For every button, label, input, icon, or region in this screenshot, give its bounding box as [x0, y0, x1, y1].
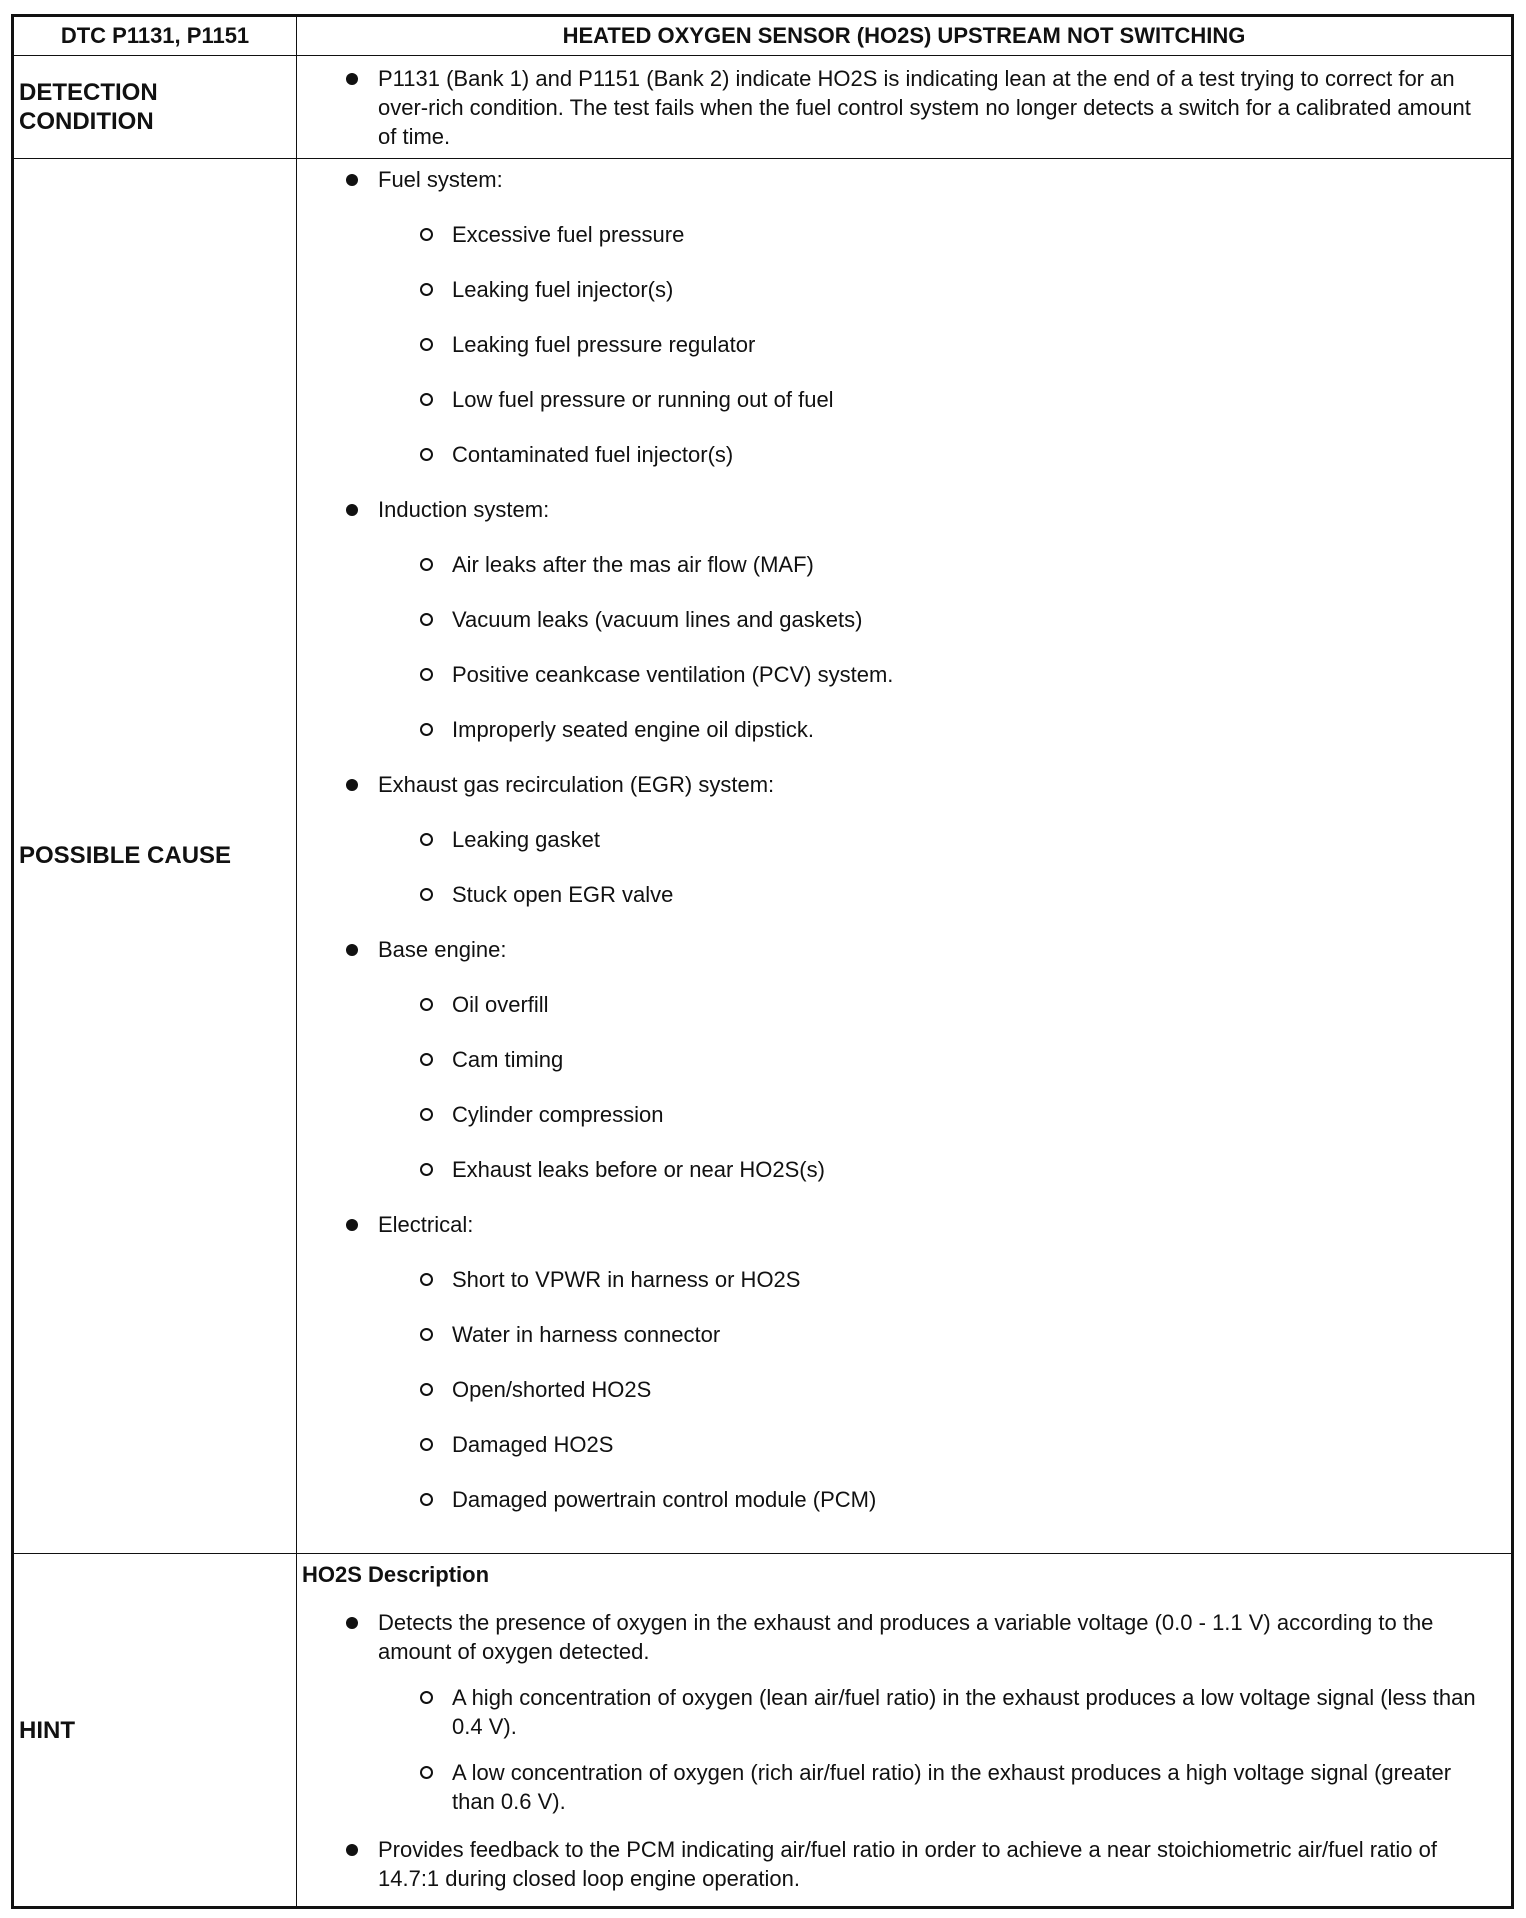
cause-group-title: Fuel system: — [378, 166, 503, 192]
cause-item — [378, 440, 1495, 469]
cause-item-text: Leaking fuel injector(s) — [452, 276, 674, 302]
detection-condition-content — [297, 56, 1513, 159]
bullet-circle-icon — [420, 833, 433, 846]
hint-point — [297, 1608, 1511, 1816]
bullet-dot-icon — [346, 1219, 358, 1231]
hint-point — [297, 1835, 1511, 1893]
cause-item-text: Cylinder compression — [452, 1101, 664, 1127]
bullet-circle-icon — [420, 1328, 433, 1341]
cause-item-text: Exhaust leaks before or near HO2S(s) — [452, 1156, 825, 1182]
cause-group-egr — [297, 770, 1511, 909]
cause-item-text: Open/shorted HO2S — [452, 1376, 652, 1402]
cause-group-fuel — [297, 165, 1511, 469]
hint-label: HINT — [13, 1554, 297, 1908]
hint-sub-text: A high concentration of oxygen (lean air/fuel ratio) in the exhaust produces a low voltage signal (less than 0.4 V). — [452, 1685, 1476, 1739]
bullet-circle-icon — [420, 1493, 433, 1506]
bullet-dot-icon — [346, 504, 358, 516]
cause-item-text: Damaged HO2S — [452, 1431, 614, 1457]
cause-item — [378, 990, 1495, 1019]
cause-group-electrical — [297, 1210, 1511, 1514]
bullet-circle-icon — [420, 1766, 433, 1779]
bullet-circle-icon — [420, 338, 433, 351]
dtc-table — [11, 14, 1514, 1909]
bullet-circle-icon — [420, 998, 433, 1011]
possible-cause-row — [13, 158, 1513, 1553]
cause-item — [378, 1485, 1495, 1514]
bullet-circle-icon — [420, 283, 433, 296]
cause-item-text: Positive ceankcase ventilation (PCV) system. — [452, 661, 894, 687]
cause-item-text: Stuck open EGR valve — [452, 881, 674, 907]
bullet-circle-icon — [420, 668, 433, 681]
cause-item-text: Short to VPWR in harness or HO2S — [452, 1266, 801, 1292]
cause-item-text: Air leaks after the mas air flow (MAF) — [452, 551, 814, 577]
cause-item — [378, 605, 1495, 634]
cause-item — [378, 220, 1495, 249]
bullet-circle-icon — [420, 558, 433, 571]
cause-item — [378, 385, 1495, 414]
cause-group-title: Exhaust gas recirculation (EGR) system: — [378, 771, 775, 797]
cause-item-text: Excessive fuel pressure — [452, 221, 685, 247]
bullet-circle-icon — [420, 888, 433, 901]
cause-item-text: Damaged powertrain control module (PCM) — [452, 1486, 877, 1512]
bullet-dot-icon — [346, 73, 358, 85]
bullet-circle-icon — [420, 228, 433, 241]
cause-item-text: Improperly seated engine oil dipstick. — [452, 716, 814, 742]
hint-sub-text: A low concentration of oxygen (rich air/fuel ratio) in the exhaust produces a high voltage signal (greater than 0.6 V). — [452, 1760, 1452, 1814]
cause-item-text: Leaking fuel pressure regulator — [452, 331, 756, 357]
cause-item-text: Vacuum leaks (vacuum lines and gaskets) — [452, 606, 863, 632]
cause-group-base-engine — [297, 935, 1511, 1184]
cause-item — [378, 660, 1495, 689]
cause-item-text: Oil overfill — [452, 991, 549, 1017]
hint-sub-item — [378, 1758, 1495, 1816]
cause-item — [378, 715, 1495, 744]
hint-content — [297, 1554, 1513, 1908]
cause-item — [378, 1375, 1495, 1404]
bullet-dot-icon — [346, 779, 358, 791]
bullet-circle-icon — [420, 1273, 433, 1286]
cause-group-induction — [297, 495, 1511, 744]
possible-cause-content — [297, 158, 1513, 1553]
bullet-dot-icon — [346, 174, 358, 186]
cause-group-title: Base engine: — [378, 936, 507, 962]
bullet-circle-icon — [420, 448, 433, 461]
bullet-circle-icon — [420, 393, 433, 406]
cause-item — [378, 330, 1495, 359]
hint-row — [13, 1554, 1513, 1908]
bullet-circle-icon — [420, 1108, 433, 1121]
detection-item — [297, 64, 1511, 151]
cause-group-title: Induction system: — [378, 496, 550, 522]
detection-condition-label: DETECTION CONDITION — [13, 56, 297, 159]
bullet-dot-icon — [346, 944, 358, 956]
bullet-circle-icon — [420, 613, 433, 626]
bullet-circle-icon — [420, 1438, 433, 1451]
bullet-dot-icon — [346, 1617, 358, 1629]
detection-item-text: P1131 (Bank 1) and P1151 (Bank 2) indicate HO2S is indicating lean at the end of a test trying to correct for an over-rich condition. The test fails when the fuel control system no longer detects a switch for a calibrated amount of time. — [378, 66, 1471, 149]
header-row — [13, 16, 1513, 56]
dtc-code: DTC P1131, P1151 — [13, 16, 297, 56]
hint-point-text: Detects the presence of oxygen in the exhaust and produces a variable voltage (0.0 - 1.1 V) according to the amount of oxygen detected. — [378, 1610, 1434, 1664]
cause-item — [378, 1430, 1495, 1459]
cause-item — [378, 1100, 1495, 1129]
cause-item — [378, 880, 1495, 909]
hint-title: HO2S Description — [302, 1562, 490, 1587]
hint-sub-item — [378, 1683, 1495, 1741]
cause-item — [378, 275, 1495, 304]
cause-group-title: Electrical: — [378, 1211, 474, 1237]
cause-item — [378, 1155, 1495, 1184]
bullet-circle-icon — [420, 1163, 433, 1176]
cause-item — [378, 1045, 1495, 1074]
cause-item — [378, 550, 1495, 579]
cause-item-text: Contaminated fuel injector(s) — [452, 441, 734, 467]
cause-item — [378, 1320, 1495, 1349]
dtc-title: HEATED OXYGEN SENSOR (HO2S) UPSTREAM NOT SWITCHING — [297, 16, 1513, 56]
possible-cause-label: POSSIBLE CAUSE — [13, 158, 297, 1553]
bullet-dot-icon — [346, 1844, 358, 1856]
cause-item-text: Leaking gasket — [452, 826, 600, 852]
detection-row — [13, 56, 1513, 159]
cause-item-text: Cam timing — [452, 1046, 564, 1072]
cause-item — [378, 1265, 1495, 1294]
bullet-circle-icon — [420, 1053, 433, 1066]
cause-item — [378, 825, 1495, 854]
cause-item-text: Water in harness connector — [452, 1321, 721, 1347]
bullet-circle-icon — [420, 723, 433, 736]
bullet-circle-icon — [420, 1383, 433, 1396]
bullet-circle-icon — [420, 1691, 433, 1704]
cause-item-text: Low fuel pressure or running out of fuel — [452, 386, 834, 412]
hint-point-text: Provides feedback to the PCM indicating air/fuel ratio in order to achieve a near stoichiometric air/fuel ratio of 14.7:1 during closed loop engine operation. — [378, 1837, 1437, 1891]
